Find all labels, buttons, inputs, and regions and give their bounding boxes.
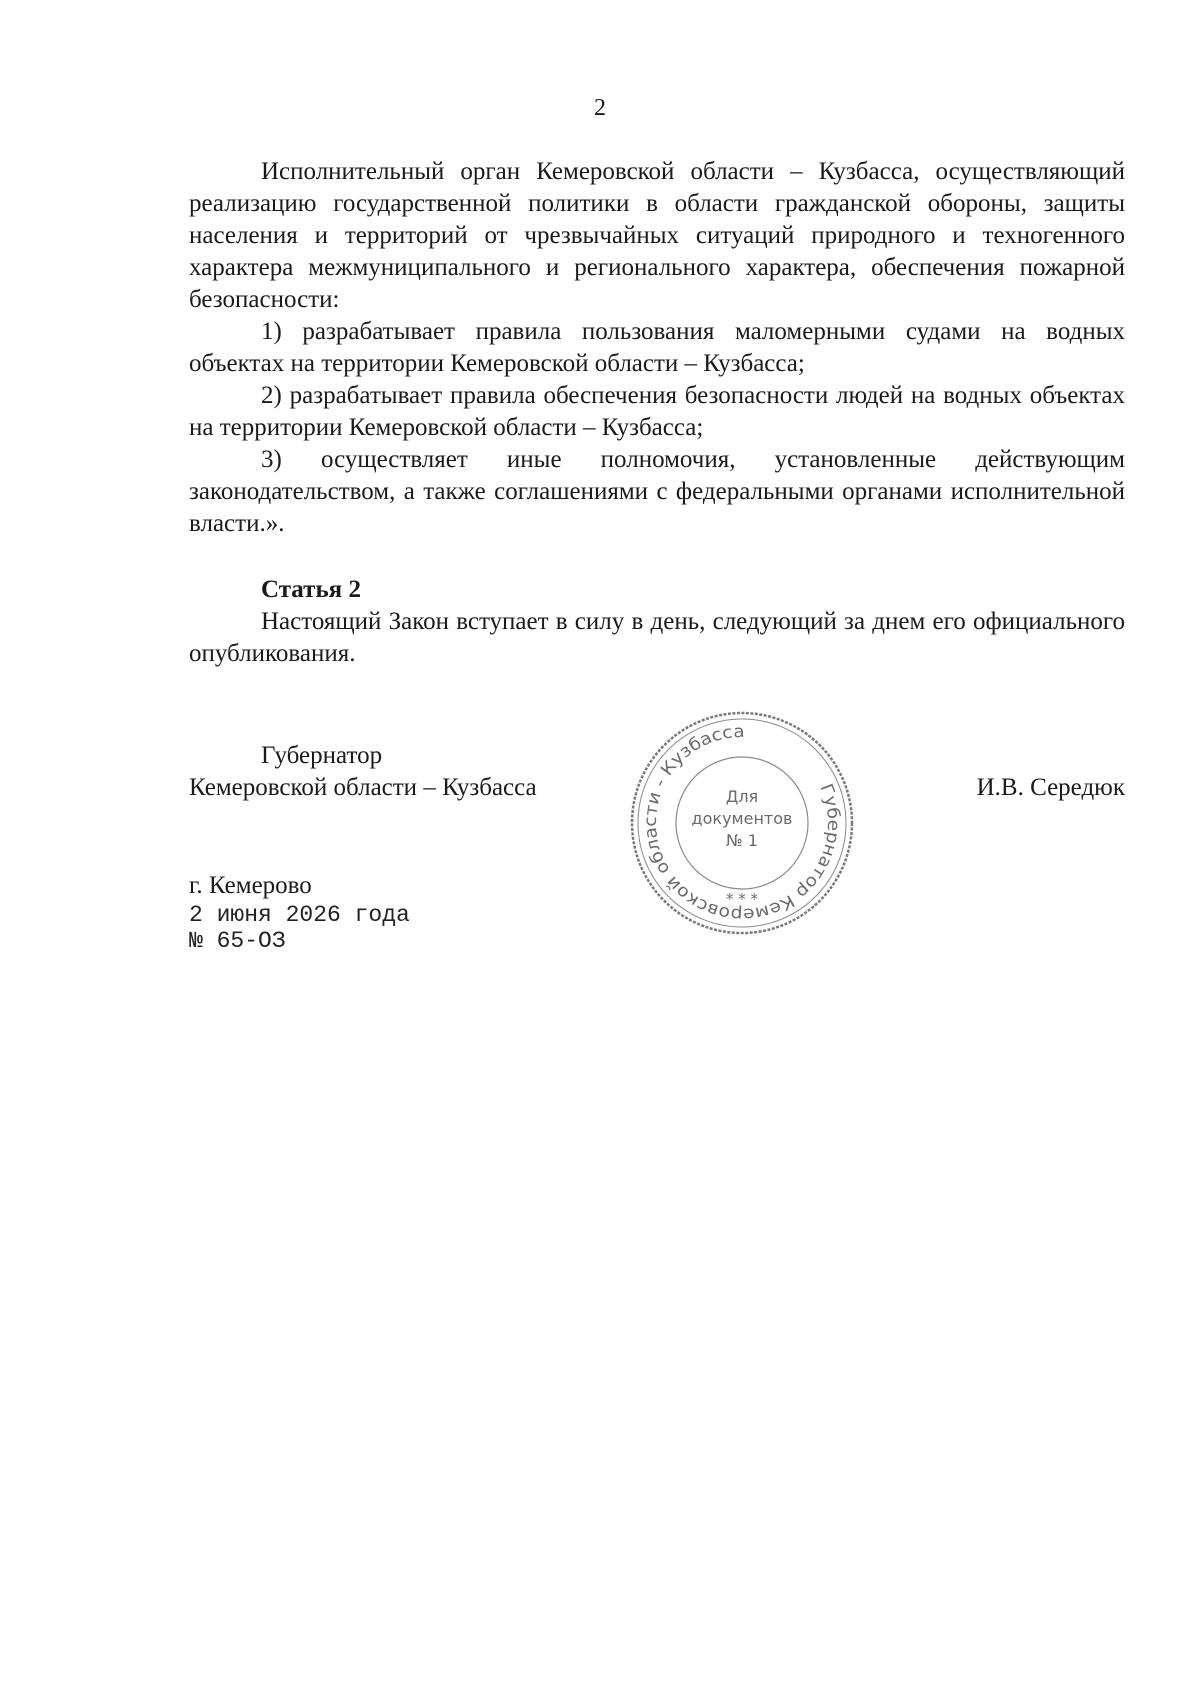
signatory-title-line1: Губернатор bbox=[261, 742, 383, 769]
article-2-text: Настоящий Закон вступает в силу в день, следующий за днем его официального опубликования. bbox=[189, 608, 1125, 667]
seal-center-line1: Для bbox=[725, 787, 759, 806]
item-1-paragraph: 1) разрабатывает правила пользования маломерными судами на водных объектах на территории Кемеровской области – Кузбасса; bbox=[189, 318, 1125, 377]
place-date-block bbox=[189, 870, 410, 954]
signing-date: 2 июня 2026 года bbox=[189, 902, 410, 928]
official-seal-stamp bbox=[627, 708, 857, 938]
law-number: № 65-ОЗ bbox=[189, 928, 286, 954]
item-3-paragraph: 3) осуществляет иные полномочия, установленные действующим законодательством, а также соглашениями с федеральными органами исполнительной власти.». bbox=[189, 446, 1125, 537]
seal-stars: * * * bbox=[725, 890, 759, 908]
law-body bbox=[189, 156, 1125, 670]
place-of-signing: г. Кемерово bbox=[189, 872, 312, 899]
article-2-heading: Статья 2 bbox=[261, 576, 361, 603]
signatory-title-line2: Кемеровской области – Кузбасса bbox=[189, 774, 537, 801]
seal-center-line2: документов bbox=[691, 809, 793, 828]
page-number: 2 bbox=[594, 95, 606, 121]
seal-ring-text: Губернатор Кемеровской области - Кузбасса bbox=[640, 721, 844, 925]
intro-paragraph: Исполнительный орган Кемеровской области – Кузбасса, осуществляющий реализацию государственной политики в области гражданской обороны, защиты населения и территорий от чрезвычайных ситуаций природного и техногенного характера межмуниципального и регионального характера, обеспечения пожарной безопасности: bbox=[189, 158, 1125, 313]
seal-center-line3: № 1 bbox=[726, 831, 758, 850]
item-2-paragraph: 2) разрабатывает правила обеспечения безопасности людей на водных объектах на территории Кемеровской области – Кузбасса; bbox=[189, 382, 1125, 441]
signatory-name: И.В. Середюк bbox=[976, 774, 1125, 801]
